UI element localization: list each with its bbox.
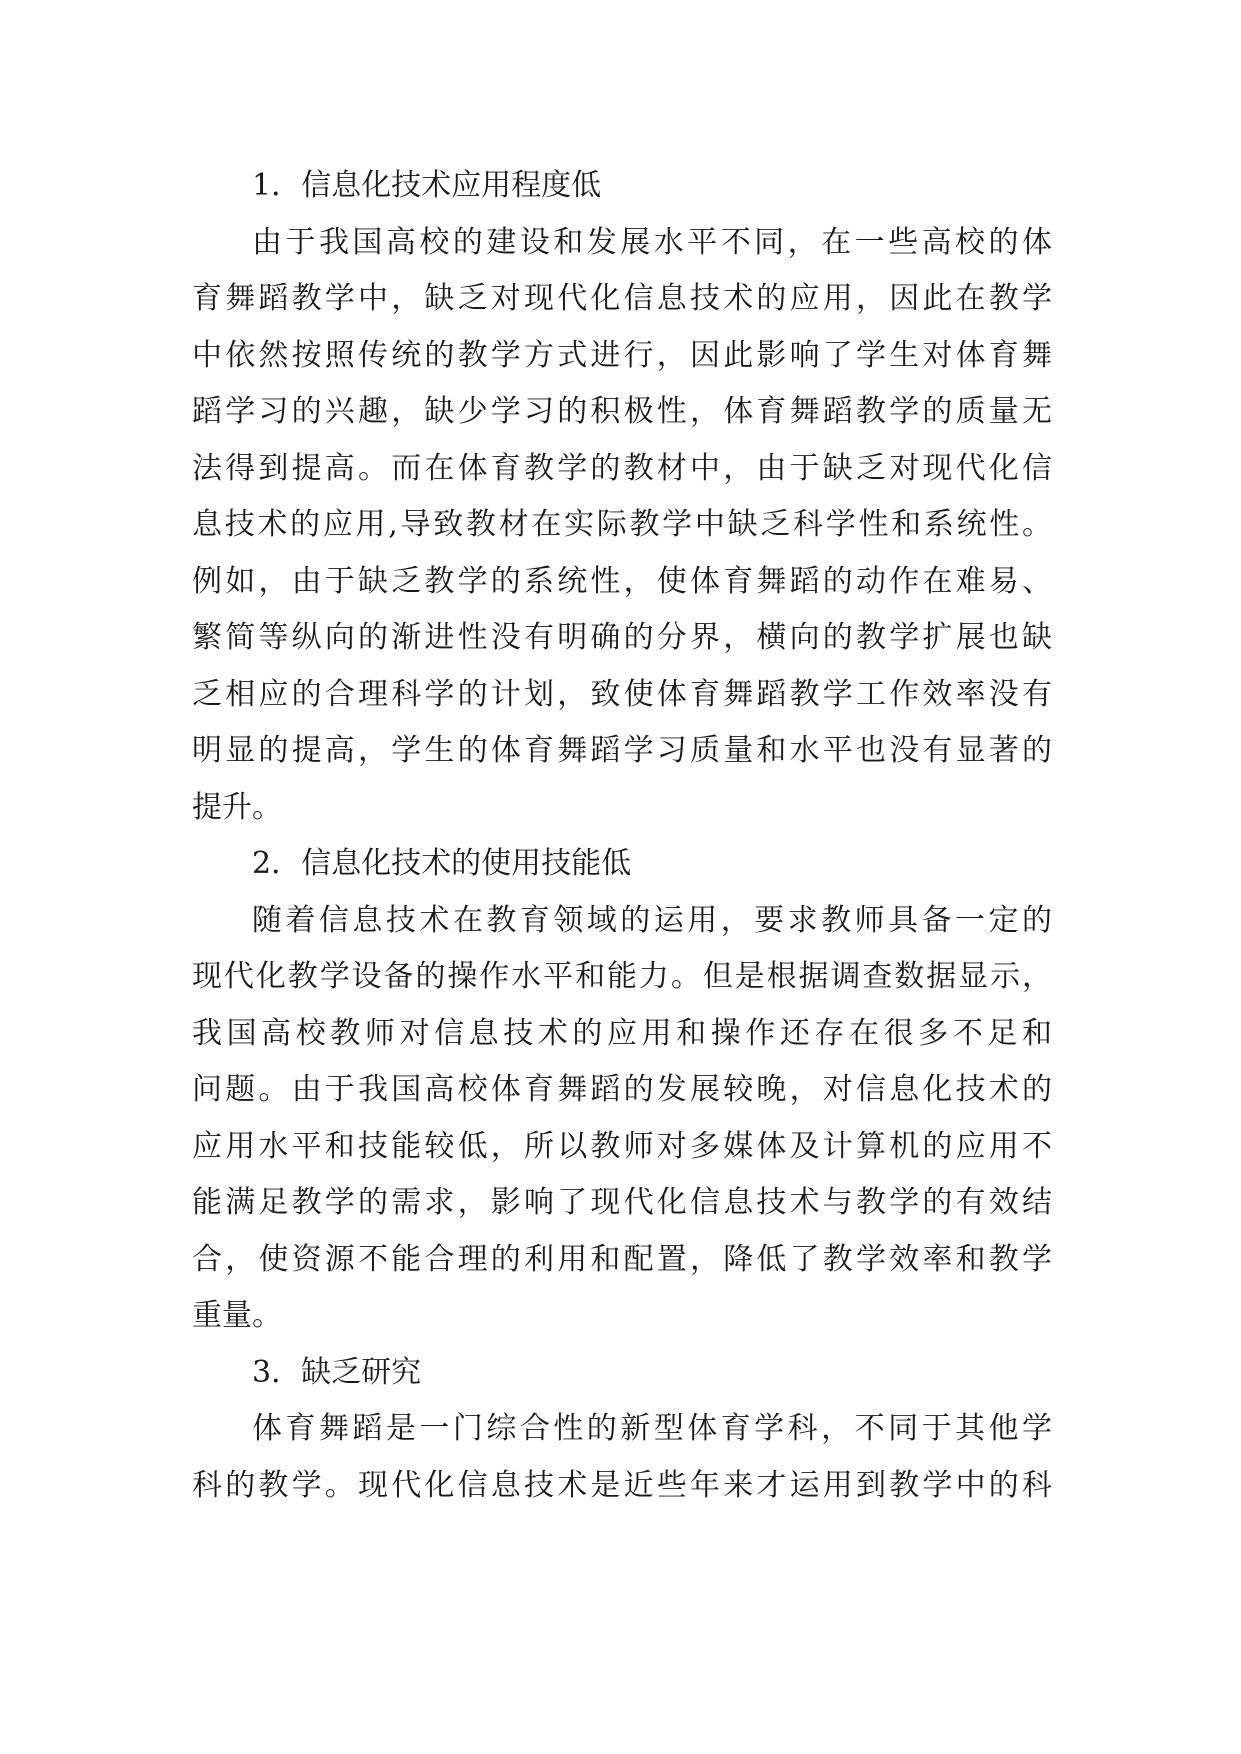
- paragraph-line: 我国高校教师对信息技术的应用和操作还存在很多不足和: [192, 1015, 1052, 1051]
- paragraph-line: 中依然按照传统的教学方式进行，因此影响了学生对体育舞: [192, 337, 1052, 373]
- paragraph-line: 重量。: [192, 1298, 282, 1333]
- paragraph-line: 体育舞蹈是一门综合性的新型体育学科，不同于其他学: [252, 1411, 1052, 1446]
- paragraph-line: 息技术的应用,导致教材在实际教学中缺乏科学性和系统性。: [192, 507, 1052, 542]
- paragraph-line: 能满足教学的需求，影响了现代化信息技术与教学的有效结: [192, 1185, 1052, 1220]
- paragraph-line: 乏相应的合理科学的计划，致使体育舞蹈教学工作效率没有: [192, 676, 1052, 712]
- section-heading-1: 1．信息化技术应用程度低: [252, 168, 602, 203]
- section-heading-3: 3．缺乏研究: [252, 1354, 422, 1390]
- paragraph-line: 法得到提高。而在体育教学的教材中，由于缺乏对现代化信: [192, 450, 1052, 486]
- paragraph-line: 蹈学习的兴趣，缺少学习的积极性，体育舞蹈教学的质量无: [192, 394, 1052, 429]
- paragraph-line: 随着信息技术在教育领域的运用，要求教师具备一定的: [252, 902, 1052, 938]
- paragraph-line: 科的教学。现代化信息技术是近些年来才运用到教学中的科: [192, 1467, 1052, 1503]
- paragraph-line: 繁简等纵向的渐进性没有明确的分界，横向的教学扩展也缺: [192, 620, 1052, 655]
- paragraph-line: 应用水平和技能较低，所以教师对多媒体及计算机的应用不: [192, 1128, 1052, 1164]
- paragraph-line: 合，使资源不能合理的利用和配置，降低了教学效率和教学: [192, 1241, 1052, 1277]
- paragraph-line: 育舞蹈教学中，缺乏对现代化信息技术的应用，因此在教学: [192, 281, 1052, 316]
- document-page: [192, 158, 1052, 1514]
- paragraph-line: 明显的提高，学生的体育舞蹈学习质量和水平也没有显著的: [192, 733, 1052, 768]
- section-heading-2: 2．信息化技术的使用技能低: [252, 846, 632, 881]
- paragraph-line: 提升。: [192, 789, 282, 825]
- paragraph-line: 现代化教学设备的操作水平和能力。但是根据调查数据显示，: [192, 959, 1052, 994]
- paragraph-line: 由于我国高校的建设和发展水平不同，在一些高校的体: [252, 224, 1052, 260]
- paragraph-line: 问题。由于我国高校体育舞蹈的发展较晚，对信息化技术的: [192, 1072, 1052, 1107]
- paragraph-line: 例如，由于缺乏教学的系统性，使体育舞蹈的动作在难易、: [192, 563, 1052, 599]
